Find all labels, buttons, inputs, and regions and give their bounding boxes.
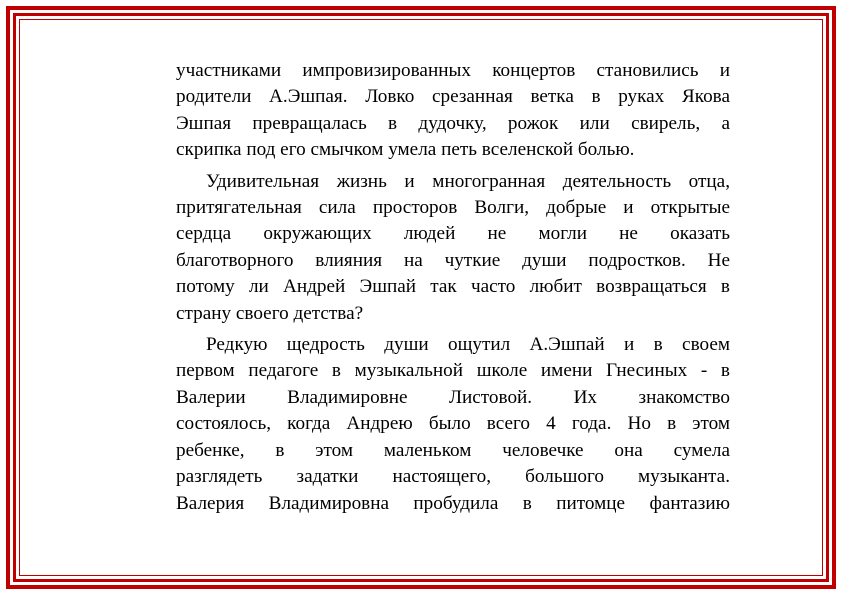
text-line: сердца окружающих людей не могли не оказать (176, 223, 730, 245)
body-text (176, 58, 730, 522)
text-line: родители А.Эшпая. Ловко срезанная ветка в руках Якова (176, 86, 730, 108)
text-line: участниками импровизированных концертов становились и (176, 60, 730, 81)
text-line: Удивительная жизнь и многогранная деятельность отца, (206, 170, 730, 192)
text-line: Валерии Владимировне Листовой. Их знакомство (176, 386, 730, 408)
text-line: ребенке, в этом маленьком человечке она сумела (176, 439, 730, 461)
text-line: первом педагоге в музыкальной школе имени Гнесиных - в (176, 360, 730, 382)
paragraph-3 (176, 332, 730, 517)
text-line: притягательная сила просторов Волги, добрые и открытые (176, 197, 730, 219)
text-line: Эшпая превращалась в дудочку, рожок или свирель, а (176, 112, 730, 134)
paragraph-2 (176, 169, 730, 327)
text-line: Редкую щедрость души ощутил А.Эшпай и в своем (206, 334, 730, 356)
text-line: скрипка под его смычком умела петь вселенской болью. (176, 139, 635, 161)
text-line: Валерия Владимировна пробудила в питомце фантазию (176, 492, 730, 514)
text-line: страну своего детства? (176, 302, 364, 324)
text-line: потому ли Андрей Эшпай так часто любит возвращаться в (176, 276, 730, 298)
text-line: разглядеть задатки настоящего, большого музыканта. (176, 466, 730, 488)
paragraph-1 (176, 58, 730, 164)
text-line: благотворного влияния на чуткие души подростков. Не (176, 249, 730, 271)
text-line: состоялось, когда Андрею было всего 4 года. Но в этом (176, 413, 730, 435)
